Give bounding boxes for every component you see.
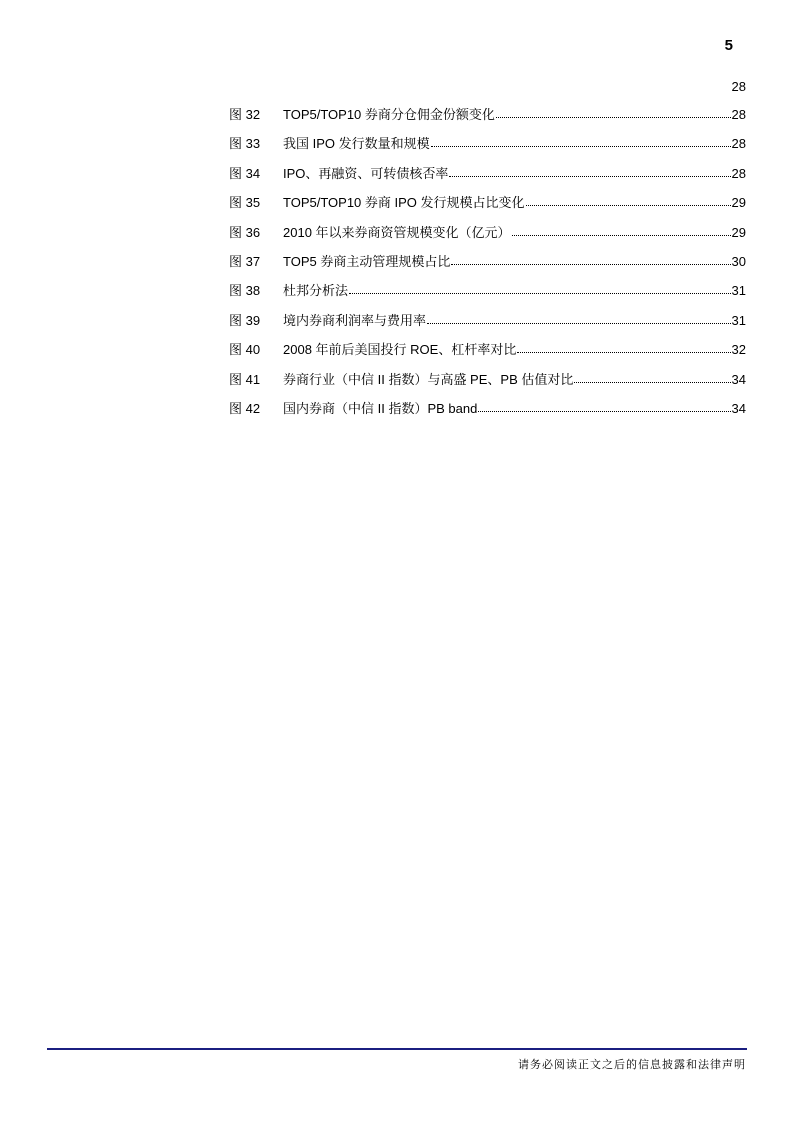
toc-title: 2010 年以来券商资管规模变化（亿元） <box>283 224 511 240</box>
toc-page: 31 <box>731 312 746 328</box>
toc-row[interactable] <box>229 106 746 135</box>
toc-label: 图 32 <box>229 107 261 122</box>
footer-disclaimer: 请务必阅读正文之后的信息披露和法律声明 <box>518 1058 746 1071</box>
toc-leader <box>526 193 731 206</box>
toc-leader <box>574 370 730 383</box>
toc-page: 28 <box>731 165 746 181</box>
page-number: 5 <box>724 37 733 54</box>
toc-title: TOP5/TOP10 券商分仓佣金份额变化 <box>283 107 495 122</box>
toc-title: TOP5/TOP10 券商 IPO 发行规模占比变化 <box>283 195 525 211</box>
toc-page: 28 <box>731 107 746 122</box>
toc-label: 图 33 <box>229 136 261 152</box>
toc-label: 图 35 <box>229 195 261 211</box>
toc-title: 2008 年前后美国投行 ROE、杠杆率对比 <box>283 342 517 358</box>
toc-page: 29 <box>731 224 746 240</box>
toc-row[interactable] <box>229 312 746 341</box>
toc-page: 34 <box>731 371 746 387</box>
toc-row[interactable] <box>229 253 746 282</box>
toc-row[interactable] <box>229 194 746 223</box>
toc-leader <box>349 281 731 294</box>
toc-page: 32 <box>731 342 746 358</box>
toc-leader <box>449 164 730 177</box>
toc-continued-page: 28 <box>731 79 746 94</box>
toc-label: 图 37 <box>229 253 261 269</box>
toc-leader <box>512 223 731 236</box>
toc-page: 34 <box>731 400 746 416</box>
toc-label: 图 39 <box>229 312 261 328</box>
toc-label: 图 41 <box>229 371 261 387</box>
toc-title: 境内券商利润率与费用率 <box>283 312 427 328</box>
toc-page: 28 <box>731 136 746 152</box>
toc-page: 30 <box>731 253 746 269</box>
toc-page: 29 <box>731 195 746 211</box>
toc-title: TOP5 券商主动管理规模占比 <box>283 253 451 269</box>
toc-leader <box>431 134 731 147</box>
figure-toc <box>229 106 746 429</box>
toc-row[interactable] <box>229 165 746 194</box>
toc-row[interactable] <box>229 224 746 253</box>
toc-title: 券商行业（中信 II 指数）与高盛 PE、PB 估值对比 <box>283 371 574 387</box>
toc-title: 我国 IPO 发行数量和规模 <box>283 136 430 152</box>
toc-title: 杜邦分析法 <box>283 283 349 299</box>
toc-label: 图 34 <box>229 165 261 181</box>
toc-title: IPO、再融资、可转债核否率 <box>283 165 449 181</box>
toc-row[interactable] <box>229 282 746 311</box>
toc-leader <box>517 340 730 353</box>
toc-label: 图 36 <box>229 224 261 240</box>
toc-title: 国内券商（中信 II 指数）PB band <box>283 400 478 416</box>
toc-leader <box>451 252 730 265</box>
toc-label: 图 38 <box>229 283 261 299</box>
footer-rule <box>47 1048 747 1050</box>
toc-row[interactable] <box>229 400 746 429</box>
toc-page: 31 <box>731 283 746 299</box>
toc-leader <box>496 105 731 118</box>
toc-leader <box>478 399 730 412</box>
toc-label: 图 40 <box>229 342 261 358</box>
toc-row[interactable] <box>229 341 746 370</box>
toc-label: 图 42 <box>229 400 261 416</box>
toc-row[interactable] <box>229 371 746 400</box>
toc-row[interactable] <box>229 135 746 164</box>
toc-leader <box>427 311 731 324</box>
